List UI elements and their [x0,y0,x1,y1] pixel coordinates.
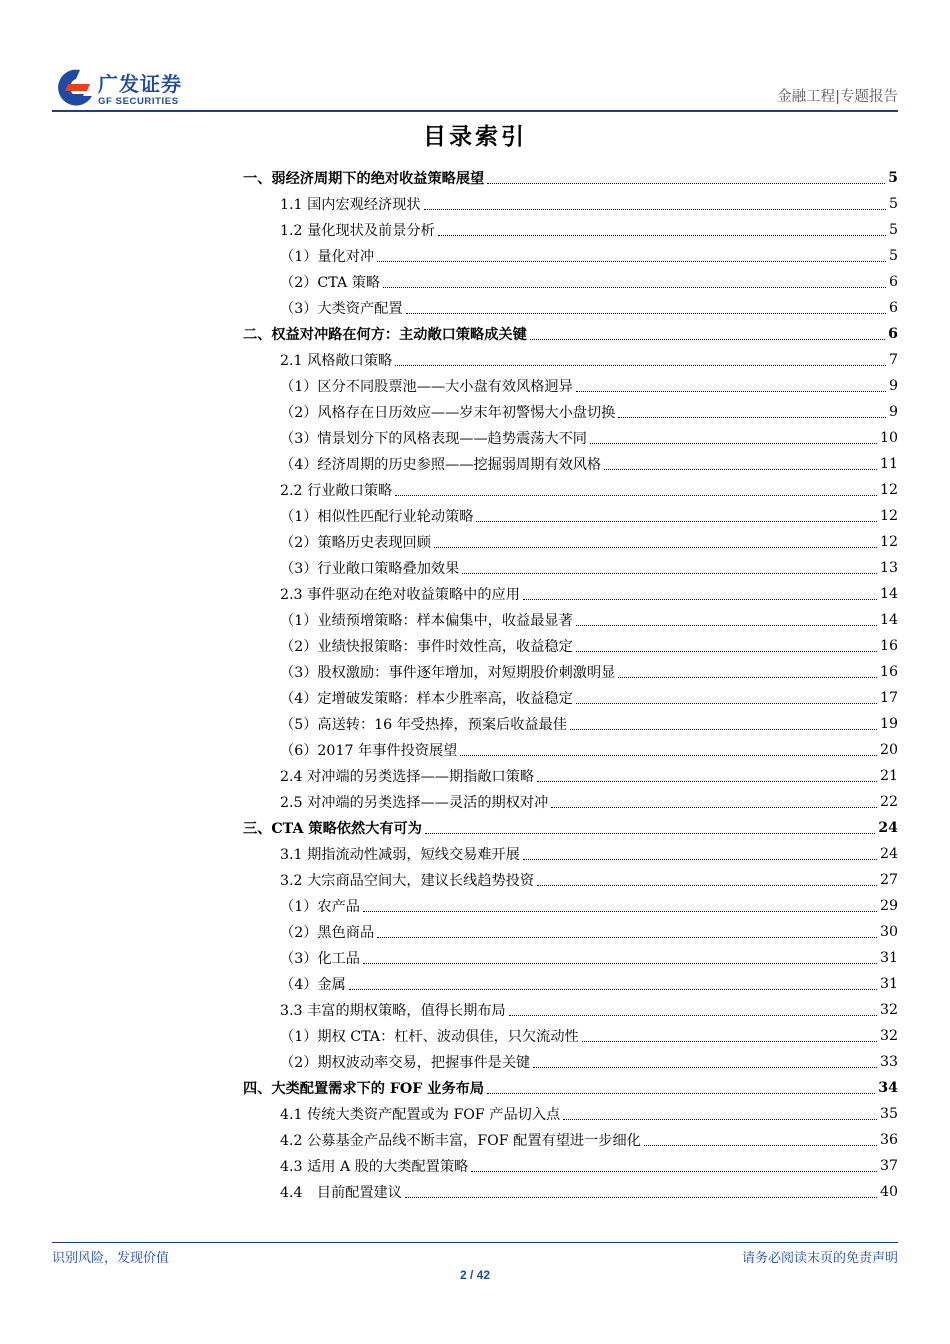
table-of-contents [243,165,898,1205]
toc-leader-dots [618,417,886,418]
toc-leader-dots [582,1041,877,1042]
toc-entry-title: （3）化工品 [280,951,360,967]
toc-leader-dots [563,1119,877,1120]
toc-entry-title: 2.2 行业敞口策略 [280,483,393,499]
toc-entry-page: 10 [879,430,898,446]
toc-leader-dots [523,859,877,860]
toc-entry-title: 四、大类配置需求下的 FOF 业务布局 [243,1081,485,1097]
toc-entry[interactable] [243,1179,898,1205]
toc-leader-dots [618,677,877,678]
toc-entry-page: 6 [888,274,898,290]
toc-entry[interactable] [243,633,898,659]
toc-entry-title: （2）期权波动率交易，把握事件是关键 [280,1055,531,1071]
footer-disclaimer-note: 请务必阅读末页的免责声明 [741,1251,898,1266]
toc-entry-page: 31 [879,976,898,992]
toc-entry-page: 16 [879,638,898,654]
toc-entry-title: 3.1 期指流动性减弱，短线交易难开展 [280,847,520,863]
toc-entry[interactable] [243,529,898,555]
toc-entry-page: 12 [879,534,898,550]
toc-entry-title: 4.1 传统大类资产配置或为 FOF 产品切入点 [280,1107,561,1123]
gf-securities-logo [52,66,202,110]
toc-entry[interactable] [243,763,898,789]
report-category: 金融工程|专题报告 [777,89,898,105]
toc-entry[interactable] [243,945,898,971]
toc-leader-dots [576,625,877,626]
toc-leader-dots [537,781,877,782]
toc-entry-page: 17 [879,690,898,706]
toc-leader-dots [395,495,877,496]
toc-leader-dots [590,443,877,444]
toc-entry-page: 20 [879,742,898,758]
toc-entry-page: 6 [888,326,898,342]
toc-entry-title: 三、CTA 策略依然大有可为 [243,821,422,837]
toc-entry[interactable] [243,217,898,243]
toc-entry-page: 14 [879,586,898,602]
toc-entry[interactable] [243,321,898,347]
toc-entry-page: 31 [879,950,898,966]
toc-entry-page: 24 [878,820,898,836]
toc-entry-page: 11 [879,456,898,472]
toc-entry[interactable] [243,893,898,919]
toc-entry[interactable] [243,789,898,815]
toc-entry-title: （2）风格存在日历效应——岁末年初警惕大小盘切换 [280,405,616,421]
toc-entry-title: 2.1 风格敞口策略 [280,353,393,369]
toc-entry-page: 6 [888,300,898,316]
toc-leader-dots [460,755,877,756]
toc-entry-page: 7 [888,352,898,368]
footer-divider [52,1242,898,1243]
toc-leader-dots [349,989,877,990]
toc-entry-title: （4）定增破发策略：样本少胜率高，收益稳定 [280,691,573,707]
toc-entry-page: 32 [879,1002,898,1018]
toc-leader-dots [537,885,877,886]
toc-leader-dots [576,391,886,392]
toc-entry-page: 22 [879,794,898,810]
toc-leader-dots [570,729,877,730]
toc-entry[interactable] [243,581,898,607]
toc-entry[interactable] [243,373,898,399]
toc-entry-page: 19 [879,716,898,732]
toc-entry-title: （2）业绩快报策略：事件时效性高，收益稳定 [280,639,573,655]
toc-entry[interactable] [243,347,898,373]
toc-entry-page: 40 [879,1184,898,1200]
toc-entry-title: （3）大类资产配置 [280,301,403,317]
toc-entry-title: （3）行业敞口策略叠加效果 [280,561,460,577]
toc-entry[interactable] [243,1023,898,1049]
toc-entry-page: 29 [879,898,898,914]
toc-leader-dots [395,365,886,366]
toc-leader-dots [487,183,885,184]
toc-entry-page: 12 [879,508,898,524]
toc-leader-dots [425,833,875,834]
page-header [52,62,898,110]
toc-entry-title: （1）区分不同股票池——大小盘有效风格迥异 [280,379,573,395]
toc-entry-page: 13 [879,560,898,576]
toc-leader-dots [377,261,886,262]
toc-entry-title: （4）经济周期的历史参照——挖掘弱周期有效风格 [280,457,602,473]
toc-entry-title: 二、权益对冲路在何方：主动敞口策略成关键 [243,327,527,343]
toc-leader-dots [377,937,877,938]
toc-leader-dots [509,1015,877,1016]
toc-entry-page: 5 [888,248,898,264]
toc-entry-title: （2）黑色商品 [280,925,375,941]
toc-entry-page: 27 [879,872,898,888]
toc-entry-title: （2）CTA 策略 [280,275,381,291]
toc-entry[interactable] [243,1101,898,1127]
toc-entry-title: 4.3 适用 A 股的大类配置策略 [280,1159,469,1175]
toc-entry[interactable] [243,659,898,685]
toc-leader-dots [551,807,877,808]
toc-entry-title: （1）期权 CTA：杠杆、波动俱佳，只欠流动性 [280,1029,579,1045]
toc-entry[interactable] [243,737,898,763]
toc-entry-title: （1）业绩预增策略：样本偏集中，收益最显著 [280,613,573,629]
gf-logo-icon [52,66,96,110]
toc-leader-dots [533,1067,877,1068]
page-title: 目录索引 [423,124,527,150]
footer-slogan: 识别风险，发现价值 [52,1251,170,1266]
toc-leader-dots [405,1197,877,1198]
toc-entry[interactable] [243,555,898,581]
toc-entry-title: 2.5 对冲端的另类选择——灵活的期权对冲 [280,795,549,811]
toc-entry-page: 14 [879,612,898,628]
toc-entry[interactable] [243,1049,898,1075]
toc-leader-dots [530,339,885,340]
toc-entry[interactable] [243,451,898,477]
toc-entry-page: 35 [879,1106,898,1122]
toc-entry[interactable] [243,503,898,529]
toc-entry-page: 5 [888,170,898,186]
toc-entry-page: 9 [888,404,898,420]
toc-leader-dots [523,599,877,600]
toc-entry-page: 16 [879,664,898,680]
toc-entry[interactable] [243,1153,898,1179]
toc-entry-page: 21 [879,768,898,784]
toc-entry-page: 30 [879,924,898,940]
toc-entry-page: 24 [879,846,898,862]
toc-entry-page: 32 [879,1028,898,1044]
toc-entry-page: 36 [879,1132,898,1148]
toc-entry-title: （3）情景划分下的风格表现——趋势震荡大不同 [280,431,587,447]
toc-entry[interactable] [243,997,898,1023]
toc-entry-title: （4）金属 [280,977,346,993]
toc-leader-dots [576,651,877,652]
toc-entry-page: 5 [888,222,898,238]
toc-entry[interactable] [243,607,898,633]
toc-entry-title: 一、弱经济周期下的绝对收益策略展望 [243,171,485,187]
toc-leader-dots [604,469,877,470]
toc-entry[interactable] [243,477,898,503]
toc-entry-title: （1）量化对冲 [280,249,375,265]
logo-english-text: GF SECURITIES [98,96,179,107]
toc-entry-title: （5）高送转：16 年受热捧，预案后收益最佳 [280,717,567,733]
toc-entry-title: 4.2 公募基金产品线不断丰富，FOF 配置有望进一步细化 [280,1133,641,1149]
toc-entry-title: （1）农产品 [280,899,360,915]
toc-entry-title: 2.3 事件驱动在绝对收益策略中的应用 [280,587,520,603]
toc-leader-dots [434,547,877,548]
toc-entry[interactable] [243,165,898,191]
toc-entry[interactable] [243,1075,898,1101]
toc-entry-page: 12 [879,482,898,498]
toc-entry-page: 34 [878,1080,898,1096]
toc-entry[interactable] [243,425,898,451]
toc-entry[interactable] [243,295,898,321]
toc-leader-dots [471,1171,877,1172]
toc-entry-page: 5 [888,196,898,212]
toc-entry-title: 1.2 量化现状及前景分析 [280,223,435,239]
toc-leader-dots [363,911,877,912]
toc-entry[interactable] [243,191,898,217]
toc-entry-title: （6）2017 年事件投资展望 [280,743,458,759]
toc-entry-page: 37 [879,1158,898,1174]
toc-entry-title: 1.1 国内宏观经济现状 [280,197,421,213]
toc-entry-title: 3.2 大宗商品空间大，建议长线趋势投资 [280,873,535,889]
toc-entry[interactable] [243,841,898,867]
toc-leader-dots [644,1145,877,1146]
toc-leader-dots [487,1093,875,1094]
page-number: 2 / 42 [459,1268,491,1282]
toc-entry-title: 2.4 对冲端的另类选择——期指敞口策略 [280,769,535,785]
toc-leader-dots [576,703,877,704]
toc-entry-title: 3.3 丰富的期权策略，值得长期布局 [280,1003,506,1019]
toc-leader-dots [406,313,886,314]
toc-leader-dots [476,521,876,522]
toc-leader-dots [438,235,886,236]
toc-entry[interactable] [243,269,898,295]
toc-leader-dots [424,209,886,210]
header-divider [52,110,898,112]
toc-entry-page: 9 [888,378,898,394]
toc-entry[interactable] [243,867,898,893]
toc-entry[interactable] [243,815,898,841]
toc-leader-dots [363,963,877,964]
logo-chinese-text: 广发证券 [98,72,182,96]
toc-entry[interactable] [243,685,898,711]
toc-entry[interactable] [243,1127,898,1153]
toc-entry[interactable] [243,711,898,737]
toc-leader-dots [383,287,886,288]
toc-leader-dots [462,573,877,574]
toc-entry[interactable] [243,919,898,945]
toc-entry-title: （2）策略历史表现回顾 [280,535,431,551]
toc-entry[interactable] [243,243,898,269]
toc-entry[interactable] [243,971,898,997]
toc-entry-page: 33 [879,1054,898,1070]
toc-entry-title: （1）相似性匹配行业轮动策略 [280,509,474,525]
toc-entry[interactable] [243,399,898,425]
toc-entry-title: （3）股权激励：事件逐年增加，对短期股价刺激明显 [280,665,616,681]
toc-entry-title: 4.4 目前配置建议 [280,1185,402,1201]
